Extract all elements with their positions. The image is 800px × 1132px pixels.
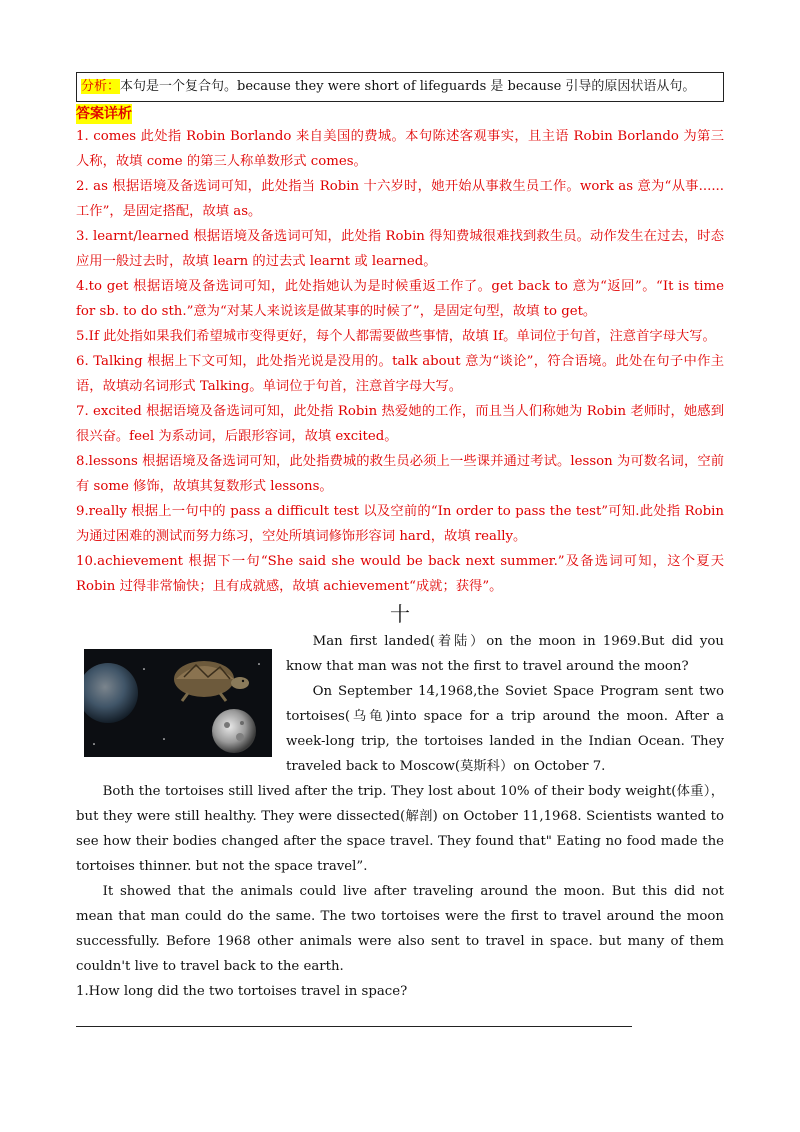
analysis-label: 分析： — [81, 79, 121, 94]
passage-paragraph-1: Man first landed(着陆）on the moon in 1969.But did you know that man was not the first to travel around the moon? — [286, 634, 724, 674]
analysis-box — [76, 72, 724, 102]
document-page — [76, 72, 724, 1027]
answer-item: 5.If 此处指如果我们希望城市变得更好，每个人都需要做些事情，故填 If。单词位于句首，注意首字母大写。 — [76, 329, 716, 344]
question-1: 1.How long did the two tortoises travel in space? — [76, 984, 408, 999]
passage-paragraph-4: It showed that the animals could live after traveling around the moon. But this did not mean that man could do the same. The two tortoises were the first to travel around the moon successfully. Before 1968 other animals were also sent to travel in space. but many of them couldn't live to travel back to the earth. — [76, 884, 724, 974]
answer-item: 3. learnt/learned 根据语境及备选词可知，此处指 Robin 得知费城很难找到救生员。动作发生在过去，时态应用一般过去时，故填 learn 的过去式 learnt 或 learned。 — [76, 229, 724, 269]
answer-list — [76, 124, 724, 599]
answer-item: 8.lessons 根据语境及备选词可知，此处指费城的救生员必须上一些课并通过考试。lesson 为可数名词，空前有 some 修饰，故填其复数形式 lessons。 — [76, 454, 724, 494]
answer-item: 1. comes 此处指 Robin Borlando 来自美国的费城。本句陈述客观事实，且主语 Robin Borlando 为第三人称，故填 come 的第三人称单数形式 comes。 — [76, 129, 724, 169]
passage-paragraph-2: On September 14,1968,the Soviet Space Program sent two tortoises(乌龟)into space for a trip around the moon. After a week-long trip, the tortoises landed in the Indian Ocean. They traveled back to Moscow(莫斯科）on October 7. — [286, 684, 724, 774]
tortoise-moon-image — [84, 649, 272, 757]
answer-item: 9.really 根据上一句中的 pass a difficult test 以及空前的“In order to pass the test”可知.此处指 Robin 为通过困难的测试而努力练习，空处所填词修饰形容词 hard，故填 really。 — [76, 504, 724, 544]
passage-paragraph-3: Both the tortoises still lived after the trip. They lost about 10% of their body weight(体重），but they were still healthy. They were dissected(解剖) on October 11,1968. Scientists wanted to see how their bodies changed after the space travel. They found that" Eating no food made the tortoises thinner. but not the space travel”. — [76, 784, 724, 874]
answer-item: 4.to get 根据语境及备选词可知，此处指她认为是时候重返工作了。get back to 意为“返回”。“It is time for sb. to do sth.”意为“对某人来说该是做某事的时候了”，是固定句型，故填 to get。 — [76, 279, 724, 319]
reading-passage — [76, 629, 724, 1027]
section-number: 十 — [390, 602, 410, 626]
analysis-text: 本句是一个复合句。because they were short of lifeguards 是 because 引导的原因状语从句。 — [120, 79, 696, 94]
answer-item: 10.achievement 根据下一句“She said she would be back next summer.”及备选词可知，这个夏天 Robin 过得非常愉快；且有成就感，故填 achievement“成就；获得”。 — [76, 554, 724, 594]
answer-item: 6. Talking 根据上下文可知，此处指光说是没用的。talk about 意为“谈论”，符合语境。此处在句子中作主语，故填动名词形式 Talking。单词位于句首，注意首字母大写。 — [76, 354, 724, 394]
answer-item: 7. excited 根据语境及备选词可知，此处指 Robin 热爱她的工作，而且当人们称她为 Robin 老师时，她感到很兴奋。feel 为系动词，后跟形容词，故填 excited。 — [76, 404, 724, 444]
answer-item: 2. as 根据语境及备选词可知，此处指当 Robin 十六岁时，她开始从事救生员工作。work as 意为“从事......工作”，是固定搭配，故填 as。 — [76, 179, 724, 219]
answer-line — [76, 1026, 632, 1027]
answer-title: 答案详析 — [76, 106, 132, 122]
